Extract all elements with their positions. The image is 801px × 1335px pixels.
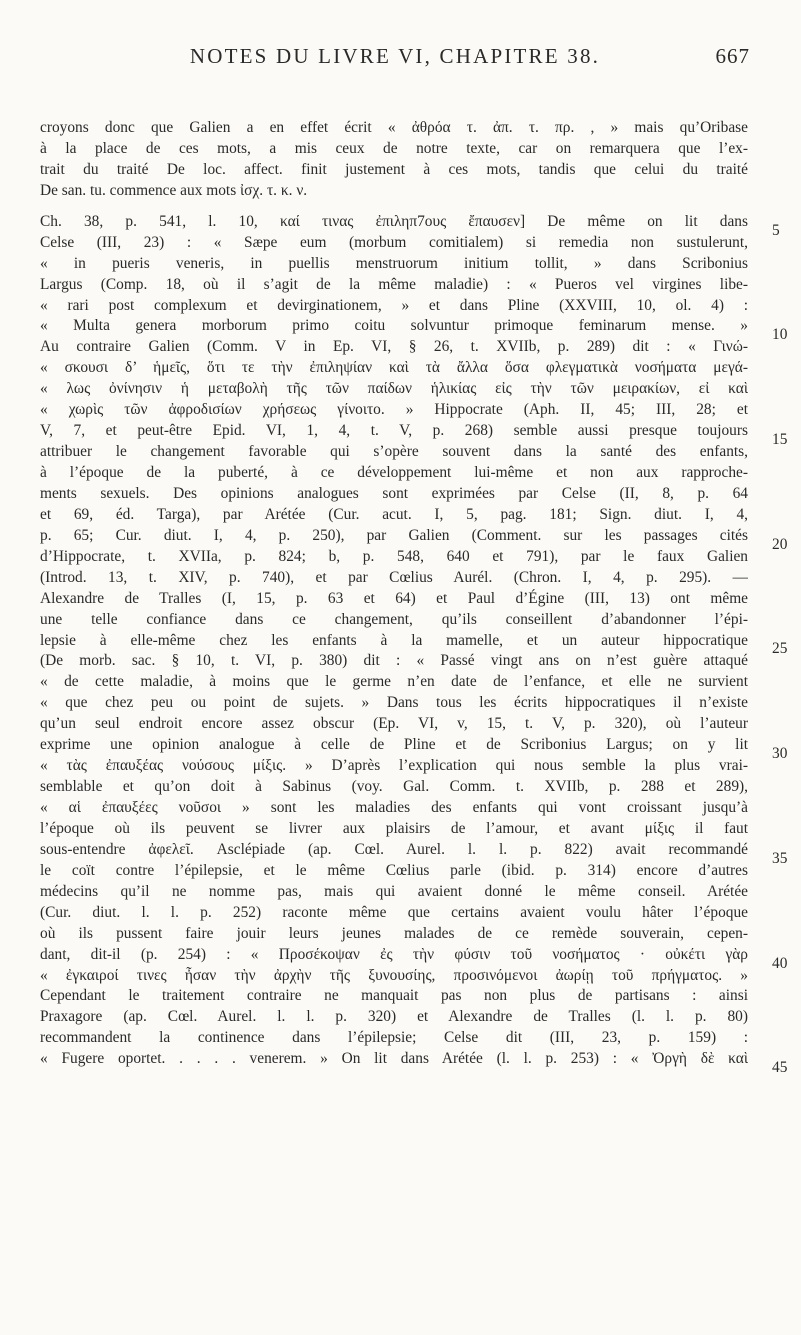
text-line: sous-entendre ἀφελεῖ. Asclépiade (ap. Cœl. Aurel. l. l. p. 822) avait recommandé (40, 840, 748, 858)
page-header (40, 44, 750, 78)
text-line: croyons donc que Galien a en effet écrit « ἀθρόα τ. ἀπ. τ. πρ. , » mais qu’Oribase (40, 119, 748, 136)
text-line: « ἐγκαιροί τινες ἦσαν τὴν ἀρχὴν τῆς ξυνουσίης, προσινόμενοι ἀωρίῃ τοῦ πρήγματος. » (40, 966, 748, 984)
text-line: et 69, éd. Targa), par Arétée (Cur. acut. I, 5, pag. 181; Sign. diut. I, 4, (40, 505, 748, 523)
text-line: l’époque où ils peuvent se livrer aux plaisirs de l’amour, et avant μίξις il faut (40, 819, 748, 837)
line-number: 40 (772, 955, 788, 972)
line-number: 10 (772, 326, 788, 343)
text-line: « Fugere oportet. . . . . venerem. » On lit dans Arétée (l. l. p. 253) : « Ὀργὴ δὲ καὶ (40, 1050, 748, 1068)
text-line: à la place de ces mots, a mis ceux de notre texte, car on remarquera que l’ex- (40, 139, 748, 157)
text-line: « λως ὀνίνησιν ἡ μεταβολὴ τῆς τῶν παίδων ἡλικίας εἰς τὴν τῶν μειρακίων, εἰ καὶ (40, 380, 748, 398)
text-line: « de cette maladie, à moins que le germe n’en date de l’enfance, et elle ne survient (40, 673, 748, 691)
text-line: trait du traité De loc. affect. finit justement à ces mots, tandis que celui du traité (40, 160, 748, 178)
text-line: De san. tu. commence aux mots ἰσχ. τ. κ. ν. (40, 181, 308, 199)
text-line: Cependant le traitement contraire ne manquait pas non plus de partisans : ainsi (40, 987, 748, 1005)
line-number: 5 (772, 222, 780, 239)
text-line: exprime une opinion analogue à celle de Pline et de Scribonius Largus; on y lit (40, 736, 748, 754)
text-line: d’Hippocrate, t. XVIIa, p. 824; b, p. 548, 640 et 791), par le faux Galien (40, 547, 748, 565)
text-line: « que chez peu ou point de sujets. » Dans tous les écrits hippocratiques il n’existe (40, 694, 748, 712)
text-line: le coït contre l’épilepsie, et le même Cœlius parle (ibid. p. 314) encore d’autres (40, 861, 748, 879)
line-number: 25 (772, 640, 788, 657)
text-line: (Introd. 13, t. XIV, p. 740), et par Cœlius Aurél. (Chron. I, 4, p. 295). — (40, 568, 748, 586)
text-line: « σκουσι δ’ ἡμεῖς, ὅτι τε τὴν ἐπιληψίαν καὶ τὰ ἄλλα ὅσα φλεγματικὰ νοσήματα μεγά- (40, 359, 748, 377)
text-line: V, 7, et peut-être Epid. VI, 1, 4, t. V, p. 268) semble aussi presque toujours (40, 422, 748, 440)
text-line: p. 65; Cur. diut. I, 4, p. 250), par Galien (Comment. sur les passages cités (40, 526, 748, 544)
text-line: lepsie à elle-même chez les enfants à la mamelle, et un auteur hippocratique (40, 631, 748, 649)
text-line: recommandent la continence dans l’épilepsie; Celse dit (III, 23, p. 159) : (40, 1029, 748, 1047)
text-line: (De morb. sac. § 10, t. VI, p. 380) dit : « Passé vingt ans on n’est guère attaqué (40, 652, 748, 670)
line-number: 35 (772, 850, 788, 867)
line-number: 20 (772, 536, 788, 553)
text-line: Au contraire Galien (Comm. V in Ep. VI, § 26, t. XVIIb, p. 289) dit : « Γινώ- (40, 338, 748, 356)
text-line: à l’époque de la puberté, à ce développement lui-même et non aux rapproche- (40, 464, 748, 481)
line-number: 30 (772, 745, 788, 762)
text-line: ments sexuels. Des opinions analogues sont exprimées par Celse (II, 8, p. 64 (40, 484, 748, 502)
text-line: « χωρὶς τῶν ἀφροδισίων χρήσεως γίνοιτο. » Hippocrate (Aph. II, 45; III, 28; et (40, 401, 748, 419)
text-line: Largus (Comp. 18, où il s’agit de la même maladie) : « Pueros vel virgines libe- (40, 275, 748, 293)
text-line: médecins qu’il ne nomme pas, mais qui avaient donné le même conseil. Arétée (40, 882, 748, 900)
text-line: qu’un seul endroit encore assez obscur (Ep. VI, v, 15, t. V, p. 320), où l’auteur (40, 715, 748, 733)
text-line: attribuer le changement favorable qui s’opère souvent dans la santé des enfants, (40, 443, 748, 461)
text-line: Praxagore (ap. Cœl. Aurel. l. l. p. 320) et Alexandre de Tralles (l. l. p. 80) (40, 1008, 748, 1026)
running-title: NOTES DU LIVRE VI, CHAPITRE 38. (189, 44, 601, 68)
text-line: où ils pussent faire jouir leurs jeunes malades de ce remède souverain, cepen- (40, 924, 748, 942)
text-line: semblable et qu’on doit à Sabinus (voy. Gal. Comm. t. XVIIb, p. 288 et 289), (40, 778, 748, 796)
text-line: « in pueris veneris, in puellis menstruorum initium tollit, » dans Scribonius (40, 254, 748, 272)
text-line: Celse (III, 23) : « Sæpe eum (morbum comitialem) si remedia non sustulerunt, (40, 233, 748, 251)
text-line: « αἱ ἐπαυξέες νοῦσοι » sont les maladies des enfants qui vont croissant jusqu’à (40, 799, 748, 816)
line-number: 45 (772, 1059, 788, 1076)
text-line: « τὰς ἐπαυξέας νούσους μίξις. » D’après l’explication qui nous semble la plus vrai- (40, 757, 748, 775)
line-number: 15 (772, 431, 788, 448)
text-line: dant, dit-il (p. 254) : « Προσέκοψαν ἐς τὴν φύσιν τοῦ νοσήματος · οὐκέτι γὰρ (40, 945, 748, 963)
text-line: Alexandre de Tralles (I, 15, p. 63 et 64) et Paul d’Égine (III, 13) ont même (40, 589, 748, 607)
text-line: Ch. 38, p. 541, l. 10, καί τινας ἐπιληπ7ους ἔπαυσεν] De même on lit dans (40, 212, 748, 230)
page-number: 667 (715, 44, 750, 68)
body-text (40, 118, 748, 1070)
text-line: « rari post complexum et devirginationem, » et dans Pline (XXVIII, 10, ol. 4) : (40, 296, 748, 314)
text-line: « Multa genera morborum primo coitu solvuntur primoque feminarum mense. » (40, 317, 748, 335)
text-line: (Cur. diut. l. l. p. 252) raconte même que certains avaient voulu hâter l’époque (40, 903, 748, 921)
text-line: une telle confiance dans ce changement, qu’ils conseillent d’abandonner l’épi- (40, 610, 748, 628)
